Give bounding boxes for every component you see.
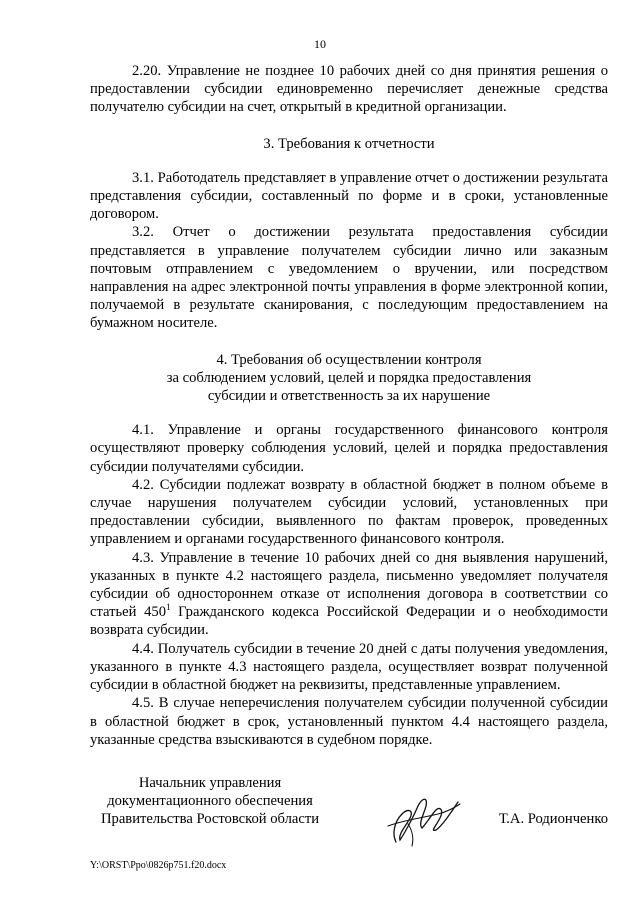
paragraph-4-1: 4.1. Управление и органы государственного финансового контроля осуществляют проверку соблюдения условий, целей и порядка предоставления субсидии получателями субсидии. xyxy=(90,422,608,475)
signatory-title-line-3: Правительства Ростовской области xyxy=(100,811,320,828)
document-body xyxy=(90,62,608,749)
page-number: 10 xyxy=(314,37,326,51)
paragraph-4-4: 4.4. Получатель субсидии в течение 20 дней с даты получения уведомления, указанного в пункте 4.3 настоящего раздела, осуществляет возврат полученной субсидии в областной бюджет на реквизиты, представленные управлением. xyxy=(90,640,608,694)
superscript-1: 1 xyxy=(166,602,171,613)
paragraph-4-3-text-b: Гражданского кодекса Российской Федерации и о необходимости возврата субсидии. xyxy=(90,604,608,639)
section-heading-3: 3. Требования к отчетности xyxy=(263,135,435,152)
handwritten-signature xyxy=(378,784,464,850)
paragraph-4-5: 4.5. В случае неперечисления получателем субсидии полученной субсидии в областной бюджет в срок, установленный пунктом 4.4 настоящего раздела, указанные средства взыскиваются в судебном порядке. xyxy=(90,695,608,748)
paragraph-2-20: 2.20. Управление не позднее 10 рабочих дней со дня принятия решения о предоставлении субсидии единовременно перечисляет денежные средства получателю субсидии на счет, открытый в кредитной организации. xyxy=(90,63,608,116)
paragraph-4-2: 4.2. Субсидии подлежат возврату в областной бюджет в полном объеме в случае нарушения получателем субсидии условий, установленных при предоставлении субсидии, выявленного по фактам проверок, проведенных управлением и органами государственного финансового контроля. xyxy=(90,476,608,548)
section-heading-4-line-1: 4. Требования об осуществлении контроля xyxy=(216,351,482,368)
paragraph-4-3-text-a: 4.3. Управление в течение 10 рабочих дней со дня выявления нарушений, указанных в пункте 4.2 настоящего раздела, письменно уведомляет получателя субсидии об одностороннем отказе от исполнения договора в соответствии со статьей 450 xyxy=(90,549,608,621)
signatory-title xyxy=(90,774,330,829)
section-heading-4-line-3: субсидии и ответственность за их нарушение xyxy=(207,388,491,405)
file-path-footer: Y:\ORST\Ppo\0826p751.f20.docx xyxy=(90,860,227,871)
paragraph-4-3 xyxy=(90,549,608,640)
signatory-title-line-1: Начальник управления xyxy=(138,775,282,791)
paragraph-3-1: 3.1. Работодатель представляет в управление отчет о достижении результата представления субсидии, составленный по форме и в сроки, установленные договором. xyxy=(90,169,608,223)
section-heading-4-line-2: за соблюдением условий, целей и порядка предоставления xyxy=(166,369,532,386)
signatory-name: Т.А. Родионченко xyxy=(498,811,608,827)
paragraph-3-2: 3.2. Отчет о достижении результата предоставления субсидии представляется в управление получателем субсидии лично или заказным почтовым отправлением с уведомлением о вручении, или посредством направления на адрес электронной почты управления в форме электронной копии, получаемой в результате сканирования, с последующим предоставлением на бумажном носителе. xyxy=(90,224,608,332)
signatory-title-line-2: документационного обеспечения xyxy=(107,793,313,810)
